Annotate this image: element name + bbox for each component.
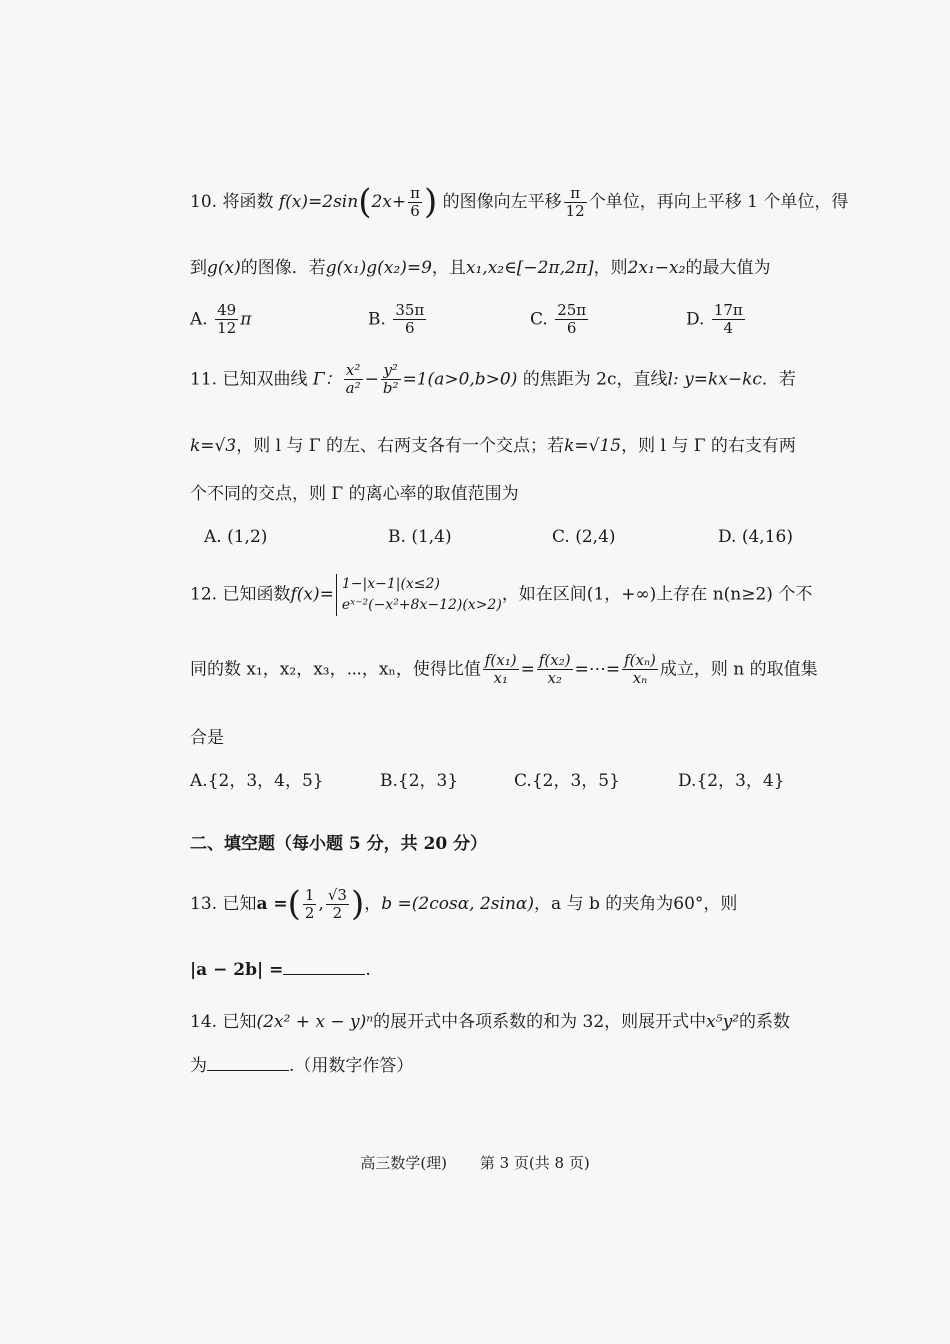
q11-number: 11. — [190, 369, 218, 390]
q11-option-c: C. (2,4) — [552, 527, 616, 547]
q10-pi-over-12: $\frac{\pi}{12}$ — [565, 183, 585, 220]
q10-line2: 到g(x)的图像．若g(x₁)g(x₂)=9，且x₁,x₂∈[−2π,2π]，则2x₁−x₂的最大值为 — [190, 258, 771, 278]
q13-line2: |a − 2b| = . — [190, 960, 371, 980]
q11-option-a: A. (1,2) — [204, 527, 268, 547]
q11-option-b: B. (1,4) — [388, 527, 452, 547]
q10-option-c: C. $\frac{25\pi}{6}$ — [530, 301, 587, 338]
q13-answer-blank — [283, 973, 365, 975]
section-fill-in-blank: 二、填空题（每小题 5 分，共 20 分） — [190, 834, 488, 854]
q12-line3: 合是 — [190, 728, 224, 748]
q12-piecewise: 1−|x−1|(x≤2) eˣ⁻²(−x²+8x−12)(x>2) — [336, 574, 502, 616]
q11-line2: k=√3，则 l 与 Γ 的左、右两支各有一个交点；若k=√15，则 l 与 Γ 的右支有两 — [190, 436, 796, 456]
q12-option-c: C.{2，3，5} — [514, 771, 620, 791]
q14-line2: 为 .（用数字作答） — [190, 1056, 414, 1076]
q11-line1: 11. 已知双曲线 Γ： $\frac{\text{x²}}{\text{a²}}$ − $\frac{\text{y²}}{\text{b²}}$ =1(a>0,b>0) 的焦距为 2c，直线l: y=kx−kc．若 — [190, 361, 796, 398]
q13-line1: 13. 已知a =( $\frac{1}{2}$ , $\frac{√3}{2}$ )，b =(2cosα, 2sinα)，a 与 b 的夹角为60°，则 — [190, 884, 738, 924]
q10-option-d: D. $\frac{17\pi}{4}$ — [686, 301, 743, 338]
q10-pi-over-6: $\frac{\pi}{6}$ — [410, 183, 420, 220]
q12-number: 12. — [190, 584, 218, 605]
q12-line2: 同的数 x₁，x₂，x₃，⋯，xₙ，使得比值 $\frac{\text{f(x₁)}}{\text{x₁}}$ = $\frac{\text{f(x₂)}}{\text{x₂}}$ =⋯= $\frac{\text{f(xₙ)}}{\text{xₙ}}$ 成立，则 n 的取值集 — [190, 651, 818, 688]
q11-line3: 个不同的交点，则 Γ 的离心率的取值范围为 — [190, 484, 519, 504]
q12-line1: 12. 已知函数f(x)= 1−|x−1|(x≤2) eˣ⁻²(−x²+8x−12)(x>2) ，如在区间(1，+∞)上存在 n(n≥2) 个不 — [190, 574, 830, 616]
q12-option-d: D.{2，3，4} — [678, 771, 785, 791]
q13-number: 13. — [190, 893, 218, 914]
q10-option-a: A. $\frac{49}{12}$ π — [190, 301, 252, 338]
q10-line1: 10. 将函数 f(x)=2sin(2x+ $\frac{\pi}{6}$ ) 的图像向左平移 $\frac{\pi}{12}$ 个单位，再向上平移 1 个单位，得 — [190, 182, 849, 222]
q14-answer-blank — [207, 1069, 289, 1071]
q12-option-b: B.{2，3} — [380, 771, 459, 791]
q10-option-b: B. $\frac{35\pi}{6}$ — [368, 301, 425, 338]
q14-line1: 14. 已知(2x² + x − y)ⁿ的展开式中各项系数的和为 32，则展开式中x⁵y²的系数 — [190, 1012, 790, 1032]
footer-page-number: 第 3 页(共 8 页) — [479, 1154, 590, 1172]
q12-option-a: A.{2，3，4，5} — [190, 771, 324, 791]
q11-option-d: D. (4,16) — [718, 527, 793, 547]
footer-subject: 高三数学(理) — [360, 1154, 448, 1172]
page-footer — [0, 1152, 950, 1173]
q10-number: 10. — [190, 191, 218, 212]
